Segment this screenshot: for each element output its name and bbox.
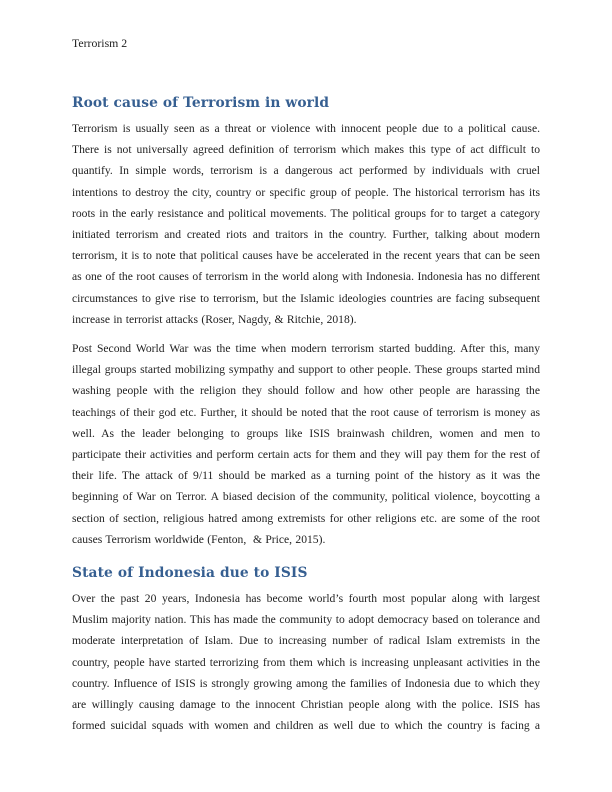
paragraph-root-cause-1: Terrorism is usually seen as a threat or violence with innocent people due to a political cause. There is not universally agreed definition of terrorism which makes this type of act difficult to quantify. In simple words, terrorism is a dangerous act performed by individuals with cruel intentions to destroy the city, country or specific group of people. The historical terrorism has its roots in the early resistance and political movements. The political groups for to target a category initiated terrorism and created riots and traitors in the country. Further, talking about modern terrorism, it is to note that political causes have be accelerated in the recent years that can be seen as one of the root causes of terrorism in the world along with Indonesia. Indonesia has no different circumstances to give rise to terrorism, but the Islamic ideologies countries are facing subsequent increase in terrorist attacks (Roser, Nagdy, & Ritchie, 2018). (72, 122, 540, 326)
paragraph-state-of-indonesia-1: Over the past 20 years, Indonesia has become world’s fourth most popular along with largest Muslim majority nation. This has made the community to adopt democracy based on tolerance and moderate interpretation of Islam. Due to increasing number of radical Islam extremists in the country, people have started terrorizing from them which is increasing unpleasant activities in the country. Influence of ISIS is strongly growing among the families of Indonesia due to which they are willingly causing damage to the innocent Christian people along with the police. ISIS has formed suicidal squads with women and children as well due to which the country is facing a (72, 592, 540, 733)
page-header: Terrorism 2 (72, 36, 128, 50)
section-heading-root-cause-of-terrorism: Root cause of Terrorism in world (72, 95, 330, 111)
section-heading-state-of-indonesia: State of Indonesia due to ISIS (72, 565, 308, 582)
paragraph-root-cause-2: Post Second World War was the time when modern terrorism started budding. After this, many illegal groups started mobilizing sympathy and support to other people. These groups started mind washing people with the religion they should follow and how other people are harassing the teachings of their god etc. Further, it should be noted that the root cause of terrorism is money as well. As the leader belonging to groups like ISIS brainwash children, women and men to participate their activities and perform certain acts for them and they will pay them for the rest of their life. The attack of 9/11 should be marked as a turning point of the history as it was the beginning of War on Terror. A biased decision of the community, political violence, boycotting a section of section, religious hatred among extremists for other religions etc. are some of the root causes Terrorism worldwide (Fenton, & Price, 2015). (72, 342, 540, 546)
